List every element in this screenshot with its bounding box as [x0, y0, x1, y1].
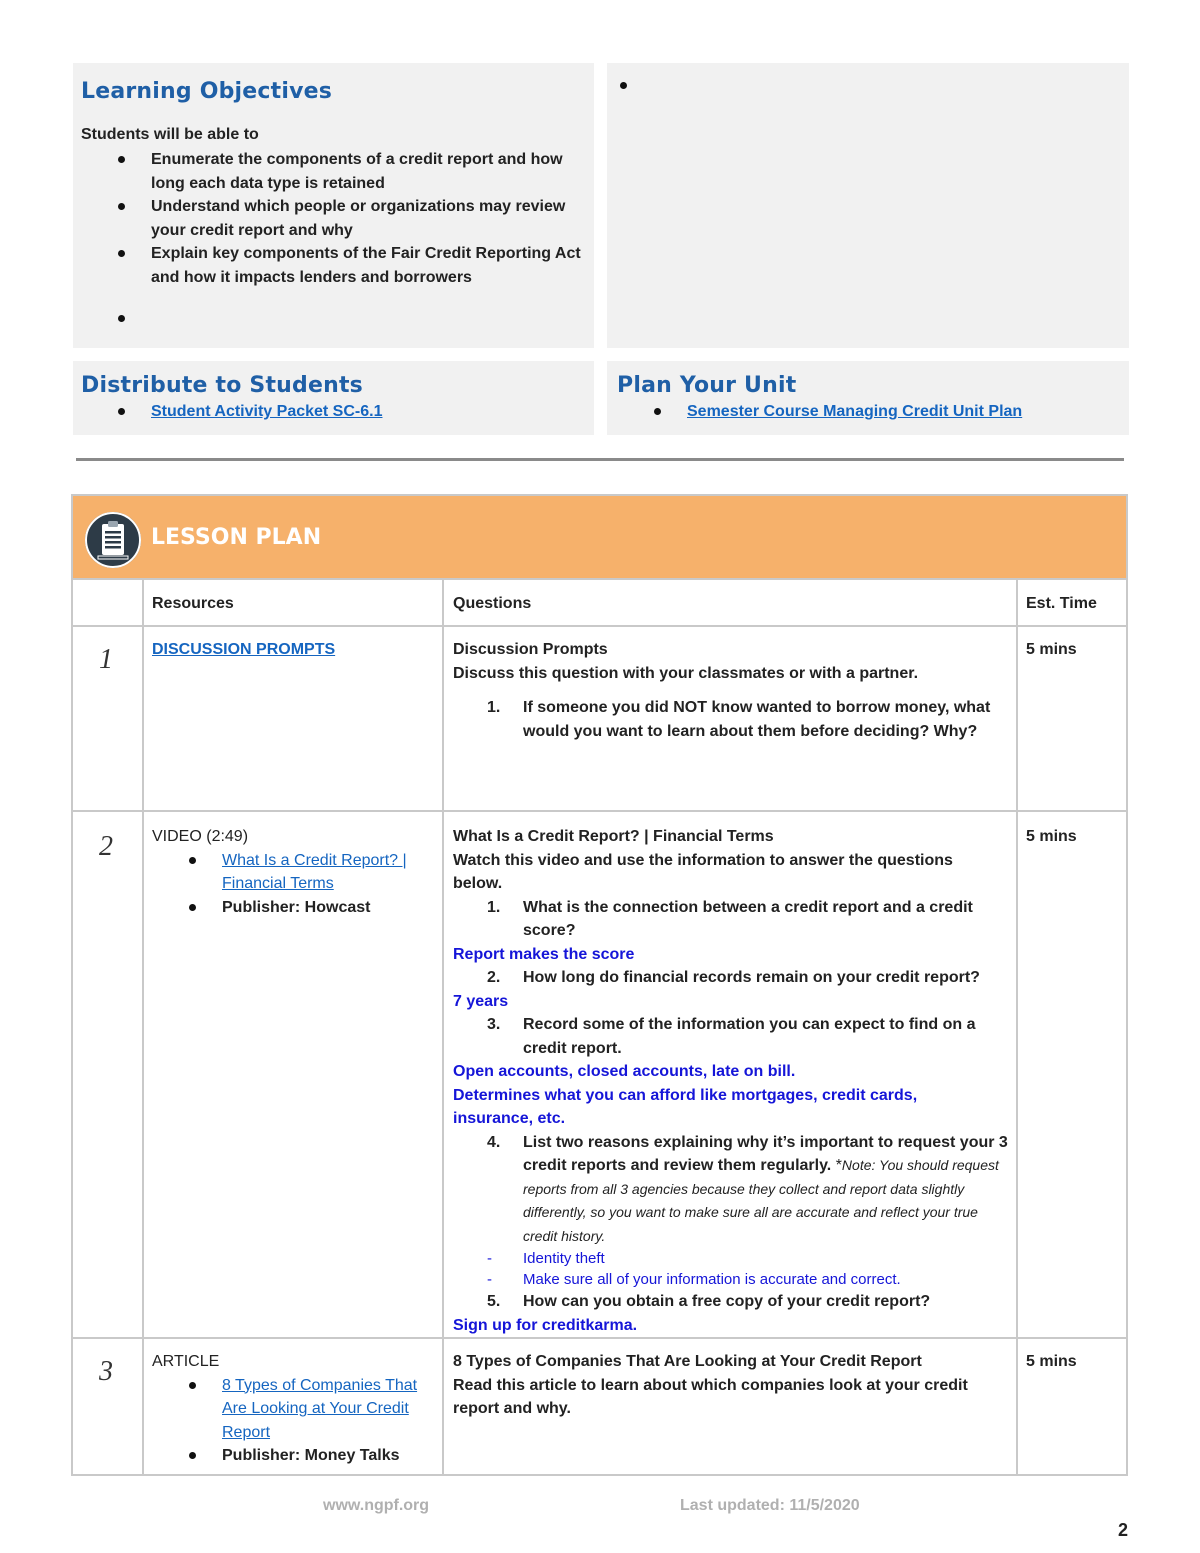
- objective-item: Understand which people or organizations may review your credit report and why: [151, 195, 591, 242]
- row2-resource-item: [222, 849, 436, 896]
- lesson-plan-title: LESSON PLAN: [151, 525, 322, 550]
- objective-item: Enumerate the components of a credit report and how long each data type is retained: [151, 148, 591, 195]
- row3-resources: [152, 1350, 436, 1468]
- unit-plan-link[interactable]: Semester Course Managing Credit Unit Plan: [687, 403, 1023, 420]
- answer-3b: Determines what you can afford like mortgages, credit cards, insurance, etc.: [453, 1086, 918, 1127]
- objective-item: [151, 307, 591, 330]
- footer-last-updated: Last updated: 11/5/2020: [680, 1497, 860, 1514]
- row1-questions: [453, 638, 1008, 743]
- lesson-plan-table: [71, 494, 1128, 1476]
- answer-1: Report makes the score: [453, 945, 635, 963]
- empty-objectives-box: [607, 63, 1129, 348]
- row-divider: [73, 578, 1126, 580]
- companies-article-link[interactable]: 8 Types of Companies That Are Looking at Your Credit Report: [222, 1376, 418, 1441]
- row1-time: 5 mins: [1026, 641, 1077, 658]
- answer-3a: Open accounts, closed accounts, late on bill.: [453, 1063, 796, 1080]
- section-divider: [76, 458, 1124, 461]
- question-4-note: Note: You should request reports from all 3 agencies because they collect and report data slightly differently, so you want to make sure all are accurate and reflect your true credit history.: [523, 1157, 999, 1244]
- plan-unit-box: [607, 361, 1129, 435]
- credit-report-video-link[interactable]: What Is a Credit Report? | Financial Terms: [222, 851, 407, 892]
- answer-4b: - Make sure all of your information is accurate and correct.: [487, 1271, 901, 1288]
- answer-2: 7 years: [453, 992, 509, 1010]
- row-divider: [73, 625, 1126, 627]
- column-divider: [1016, 578, 1018, 1476]
- row2-question-2: 2. How long do financial records remain on your credit report?: [487, 969, 980, 986]
- page-number: 2: [1118, 1520, 1129, 1540]
- row-divider: [73, 810, 1126, 812]
- clipboard-icon: [85, 512, 141, 568]
- article-label: ARTICLE: [152, 1353, 220, 1370]
- column-divider: [442, 578, 444, 1476]
- row2-question-1: 1. What is the connection between a credit report and a credit score?: [487, 898, 973, 939]
- row3-question-title: 8 Types of Companies That Are Looking at Your Credit Report: [453, 1353, 922, 1370]
- lesson-plan-header: [73, 496, 1126, 578]
- row3-question-intro: Read this article to learn about which companies look at your credit report and why.: [453, 1376, 968, 1417]
- row2-resources: [152, 825, 436, 919]
- row-number: 3: [99, 1356, 113, 1387]
- row3-resource-item: [222, 1374, 422, 1445]
- header-est-time: Est. Time: [1026, 595, 1097, 612]
- header-questions: Questions: [453, 595, 532, 612]
- answer-4a: - Identity theft: [487, 1250, 605, 1267]
- row-divider: [73, 1337, 1126, 1339]
- row1-question-1: 1. If someone you did NOT know wanted to borrow money, what would you want to learn about them before deciding? Why?: [487, 699, 991, 740]
- discussion-prompts-link[interactable]: DISCUSSION PROMPTS: [152, 641, 336, 658]
- row2-question-4: 4. List two reasons explaining why it’s important to request your 3 credit reports and review them regularly. *Note: You should request reports from all 3 agencies because they collect and report data slightly differently, so you want to make sure all are accurate and reflect your true credit history.: [487, 1133, 1008, 1244]
- row2-question-3: 3. Record some of the information you can expect to find on a credit report.: [487, 1016, 976, 1057]
- row3-publisher: Publisher: Money Talks: [222, 1444, 436, 1468]
- plan-unit-title: Plan Your Unit: [617, 373, 797, 398]
- row2-questions: [453, 825, 1013, 1337]
- row3-time: 5 mins: [1026, 1353, 1077, 1370]
- answer-5: Sign up for creditkarma.: [453, 1316, 638, 1334]
- row2-question-intro: Watch this video and use the information to answer the questions below.: [453, 851, 953, 892]
- objective-item: Explain key components of the Fair Credit Reporting Act and how it impacts lenders and borrowers: [151, 242, 591, 289]
- row2-question-title: What Is a Credit Report? | Financial Terms: [453, 828, 774, 845]
- distribute-box: [73, 361, 594, 435]
- objectives-intro: Students will be able to: [81, 126, 259, 143]
- distribute-list-item: [151, 400, 594, 424]
- row-number: 2: [99, 831, 113, 862]
- row3-questions: [453, 1350, 1008, 1421]
- row1-question-title: Discussion Prompts: [453, 641, 608, 658]
- row2-time: 5 mins: [1026, 828, 1077, 845]
- column-divider: [142, 578, 144, 1476]
- row1-resources: [152, 638, 432, 662]
- learning-objectives-title: Learning Objectives: [81, 79, 333, 104]
- learning-objectives-box: [73, 63, 594, 348]
- row1-question-intro: Discuss this question with your classmates or with a partner.: [453, 664, 919, 682]
- footer-site: www.ngpf.org: [323, 1497, 430, 1514]
- row2-question-5: 5. How can you obtain a free copy of your credit report?: [487, 1293, 931, 1310]
- distribute-title: Distribute to Students: [81, 373, 363, 398]
- header-resources: Resources: [152, 595, 234, 612]
- plan-list-item: [687, 400, 1129, 424]
- row2-publisher: Publisher: Howcast: [222, 896, 436, 920]
- video-label: VIDEO (2:49): [152, 828, 249, 845]
- empty-bullet-item: [653, 74, 1129, 97]
- student-activity-packet-link[interactable]: Student Activity Packet SC-6.1: [151, 403, 383, 420]
- row-number: 1: [99, 644, 113, 675]
